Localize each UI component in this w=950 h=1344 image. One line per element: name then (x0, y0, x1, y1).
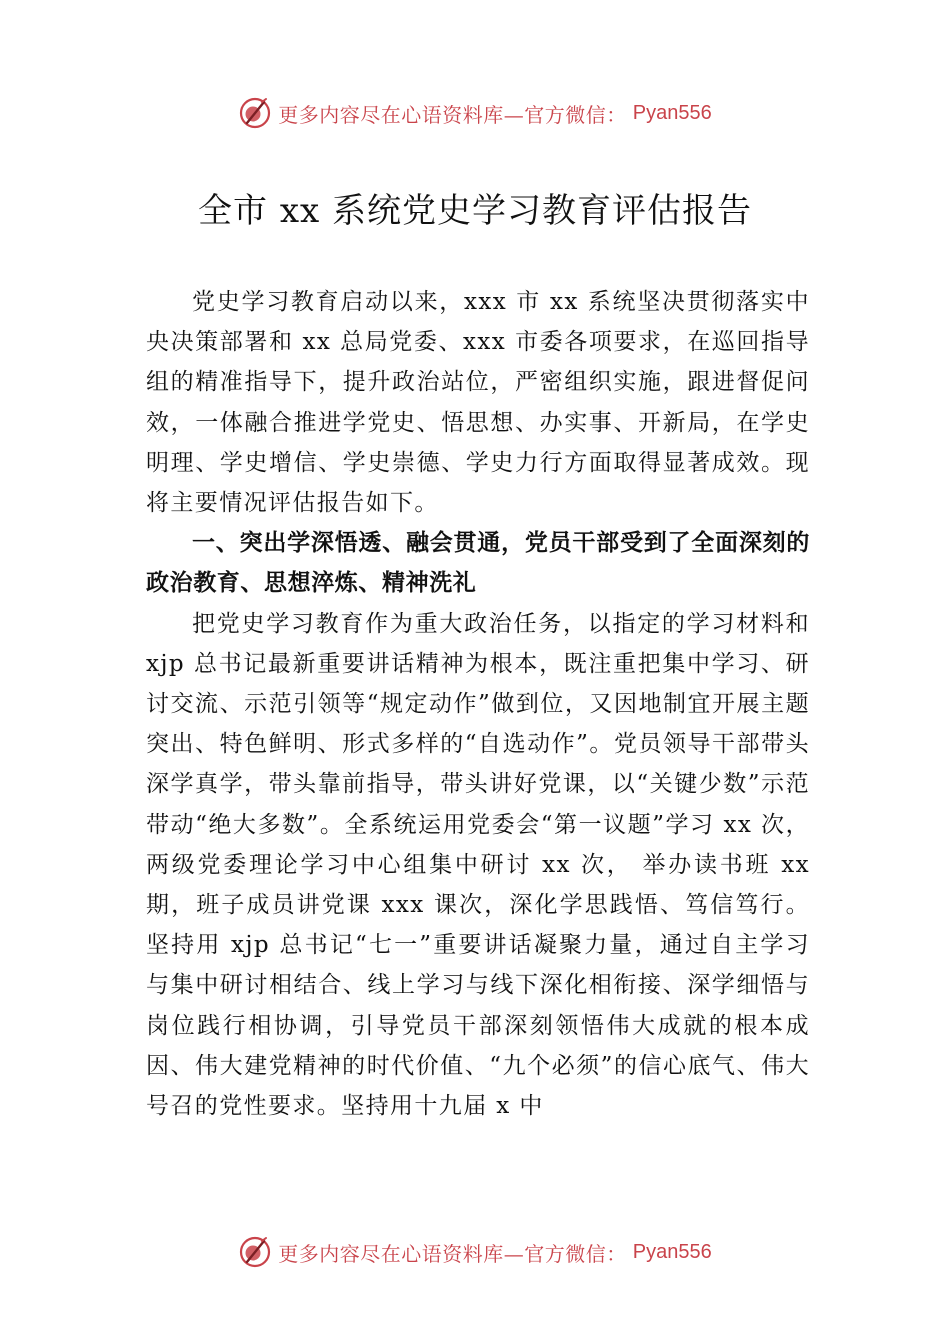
watermark-text: 更多内容尽在心语资料库—官方微信： (278, 1241, 627, 1266)
pen-circle-icon (238, 96, 272, 130)
section-1-paragraph: 把党史学习教育作为重大政治任务，以指定的学习材料和 xjp 总书记最新重要讲话精神为根本，既注重把集中学习、研讨交流、示范引领等“规定动作”做到位，又因地制宜开展主题突出、特色鲜明、形式多样的“自选动作”。党员领导干部带头深学真学，带头靠前指导，带头讲好党课，以“关键少数”示范带动“绝大多数”。全系统运用党委会“第一议题”学习 xx 次，两级党委理论学习中心组集中研讨 xx 次， 举办读书班 xx 期，班子成员讲党课 xxx 课次，深化学思践悟、笃信笃行。坚持用 xjp 总书记“七一”重要讲话凝聚力量，通过自主学习与集中研讨相结合、线上学习与线下深化相衔接、深学细悟与岗位践行相协调，引导党员干部深刻领悟伟大成就的根本成因、伟大建党精神的时代价值、“九个必须”的信心底气、伟大号召的党性要求。坚持用十九届 x 中 (146, 610, 810, 1120)
document-body (146, 282, 810, 1126)
footer-watermark-banner (0, 1232, 950, 1272)
watermark-wechat-id: Pyan556 (632, 1240, 712, 1263)
intro-paragraph: 党史学习教育启动以来，xxx 市 xx 系统坚决贯彻落实中央决策部署和 xx 总局党委、xxx 市委各项要求，在巡回指导组的精准指导下，提升政治站位，严密组织实施，跟进督促问效，一体融合推进学党史、悟思想、办实事、开新局，在学史明理、学史增信、学史崇德、学史力行方面取得显著成效。现将主要情况评估报告如下。 (146, 289, 810, 517)
header-watermark-banner (0, 93, 950, 133)
section-1-heading: 一、突出学深悟透、融会贯通，党员干部受到了全面深刻的政治教育、思想淬炼、精神洗礼 (146, 530, 810, 597)
watermark-wechat-id: Pyan556 (632, 101, 712, 124)
pen-circle-icon (238, 1235, 272, 1269)
watermark-text: 更多内容尽在心语资料库—官方微信： (278, 102, 627, 127)
document-title: 全市 xx 系统党史学习教育评估报告 (198, 191, 752, 231)
